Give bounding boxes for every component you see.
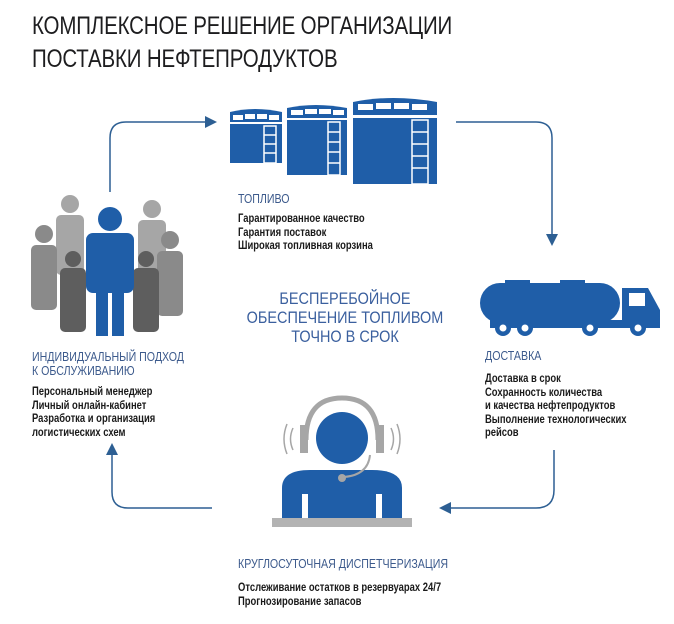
list-item: Разработка и организация xyxy=(32,413,156,425)
dispatcher-headset-icon xyxy=(272,398,412,527)
tanker-truck-icon xyxy=(480,280,660,336)
arrow-delivery-to-dispatch xyxy=(442,450,554,508)
list-item: и качества нефтепродуктов xyxy=(485,400,616,412)
dispatch-items xyxy=(238,582,441,609)
list-item: Выполнение технологических xyxy=(485,413,627,426)
list-item: Персональный менеджер xyxy=(32,386,153,398)
fuel-heading: ТОПЛИВО xyxy=(238,192,290,206)
arrow-dispatch-to-people xyxy=(112,446,212,508)
heading-line: ИНДИВИДУАЛЬНЫЙ ПОДХОД xyxy=(32,350,184,364)
center-slogan xyxy=(243,289,447,346)
service-heading xyxy=(32,350,184,378)
arrow-fuel-to-delivery xyxy=(456,122,552,243)
fuel-tanks-icon xyxy=(230,98,437,184)
list-item: рейсов xyxy=(485,427,519,439)
list-item: Гарантированное качество xyxy=(238,213,365,225)
slogan-line: ОБЕСПЕЧЕНИЕ ТОПЛИВОМ xyxy=(246,308,444,327)
service-items xyxy=(32,386,155,440)
list-item: Широкая топливная корзина xyxy=(238,240,373,252)
heading-line: К ОБСЛУЖИВАНИЮ xyxy=(32,364,135,378)
fuel-items xyxy=(238,213,373,254)
arrow-people-to-fuel xyxy=(110,122,214,192)
slogan-line: БЕСПЕРЕБОЙНОЕ xyxy=(279,289,411,308)
list-item: логистических схем xyxy=(32,426,126,439)
list-item: Гарантия поставок xyxy=(238,226,327,239)
list-item: Доставка в срок xyxy=(485,373,561,385)
people-group-icon xyxy=(31,195,183,336)
dispatch-heading: КРУГЛОСУТОЧНАЯ ДИСПЕТЧЕРИЗАЦИЯ xyxy=(238,557,449,571)
page-title-line2: ПОСТАВКИ НЕФТЕПРОДУКТОВ xyxy=(32,45,338,73)
list-item: Прогнозирование запасов xyxy=(238,595,362,608)
delivery-items xyxy=(485,373,627,441)
list-item: Личный онлайн-кабинет xyxy=(32,399,147,412)
list-item: Сохранность количества xyxy=(485,386,603,399)
list-item: Отслеживание остатков в резервуарах 24/7 xyxy=(238,582,442,594)
delivery-heading: ДОСТАВКА xyxy=(485,349,542,363)
page-title-line1: КОМПЛЕКСНОЕ РЕШЕНИЕ ОРГАНИЗАЦИИ xyxy=(32,12,453,40)
slogan-line: ТОЧНО В СРОК xyxy=(291,327,399,346)
